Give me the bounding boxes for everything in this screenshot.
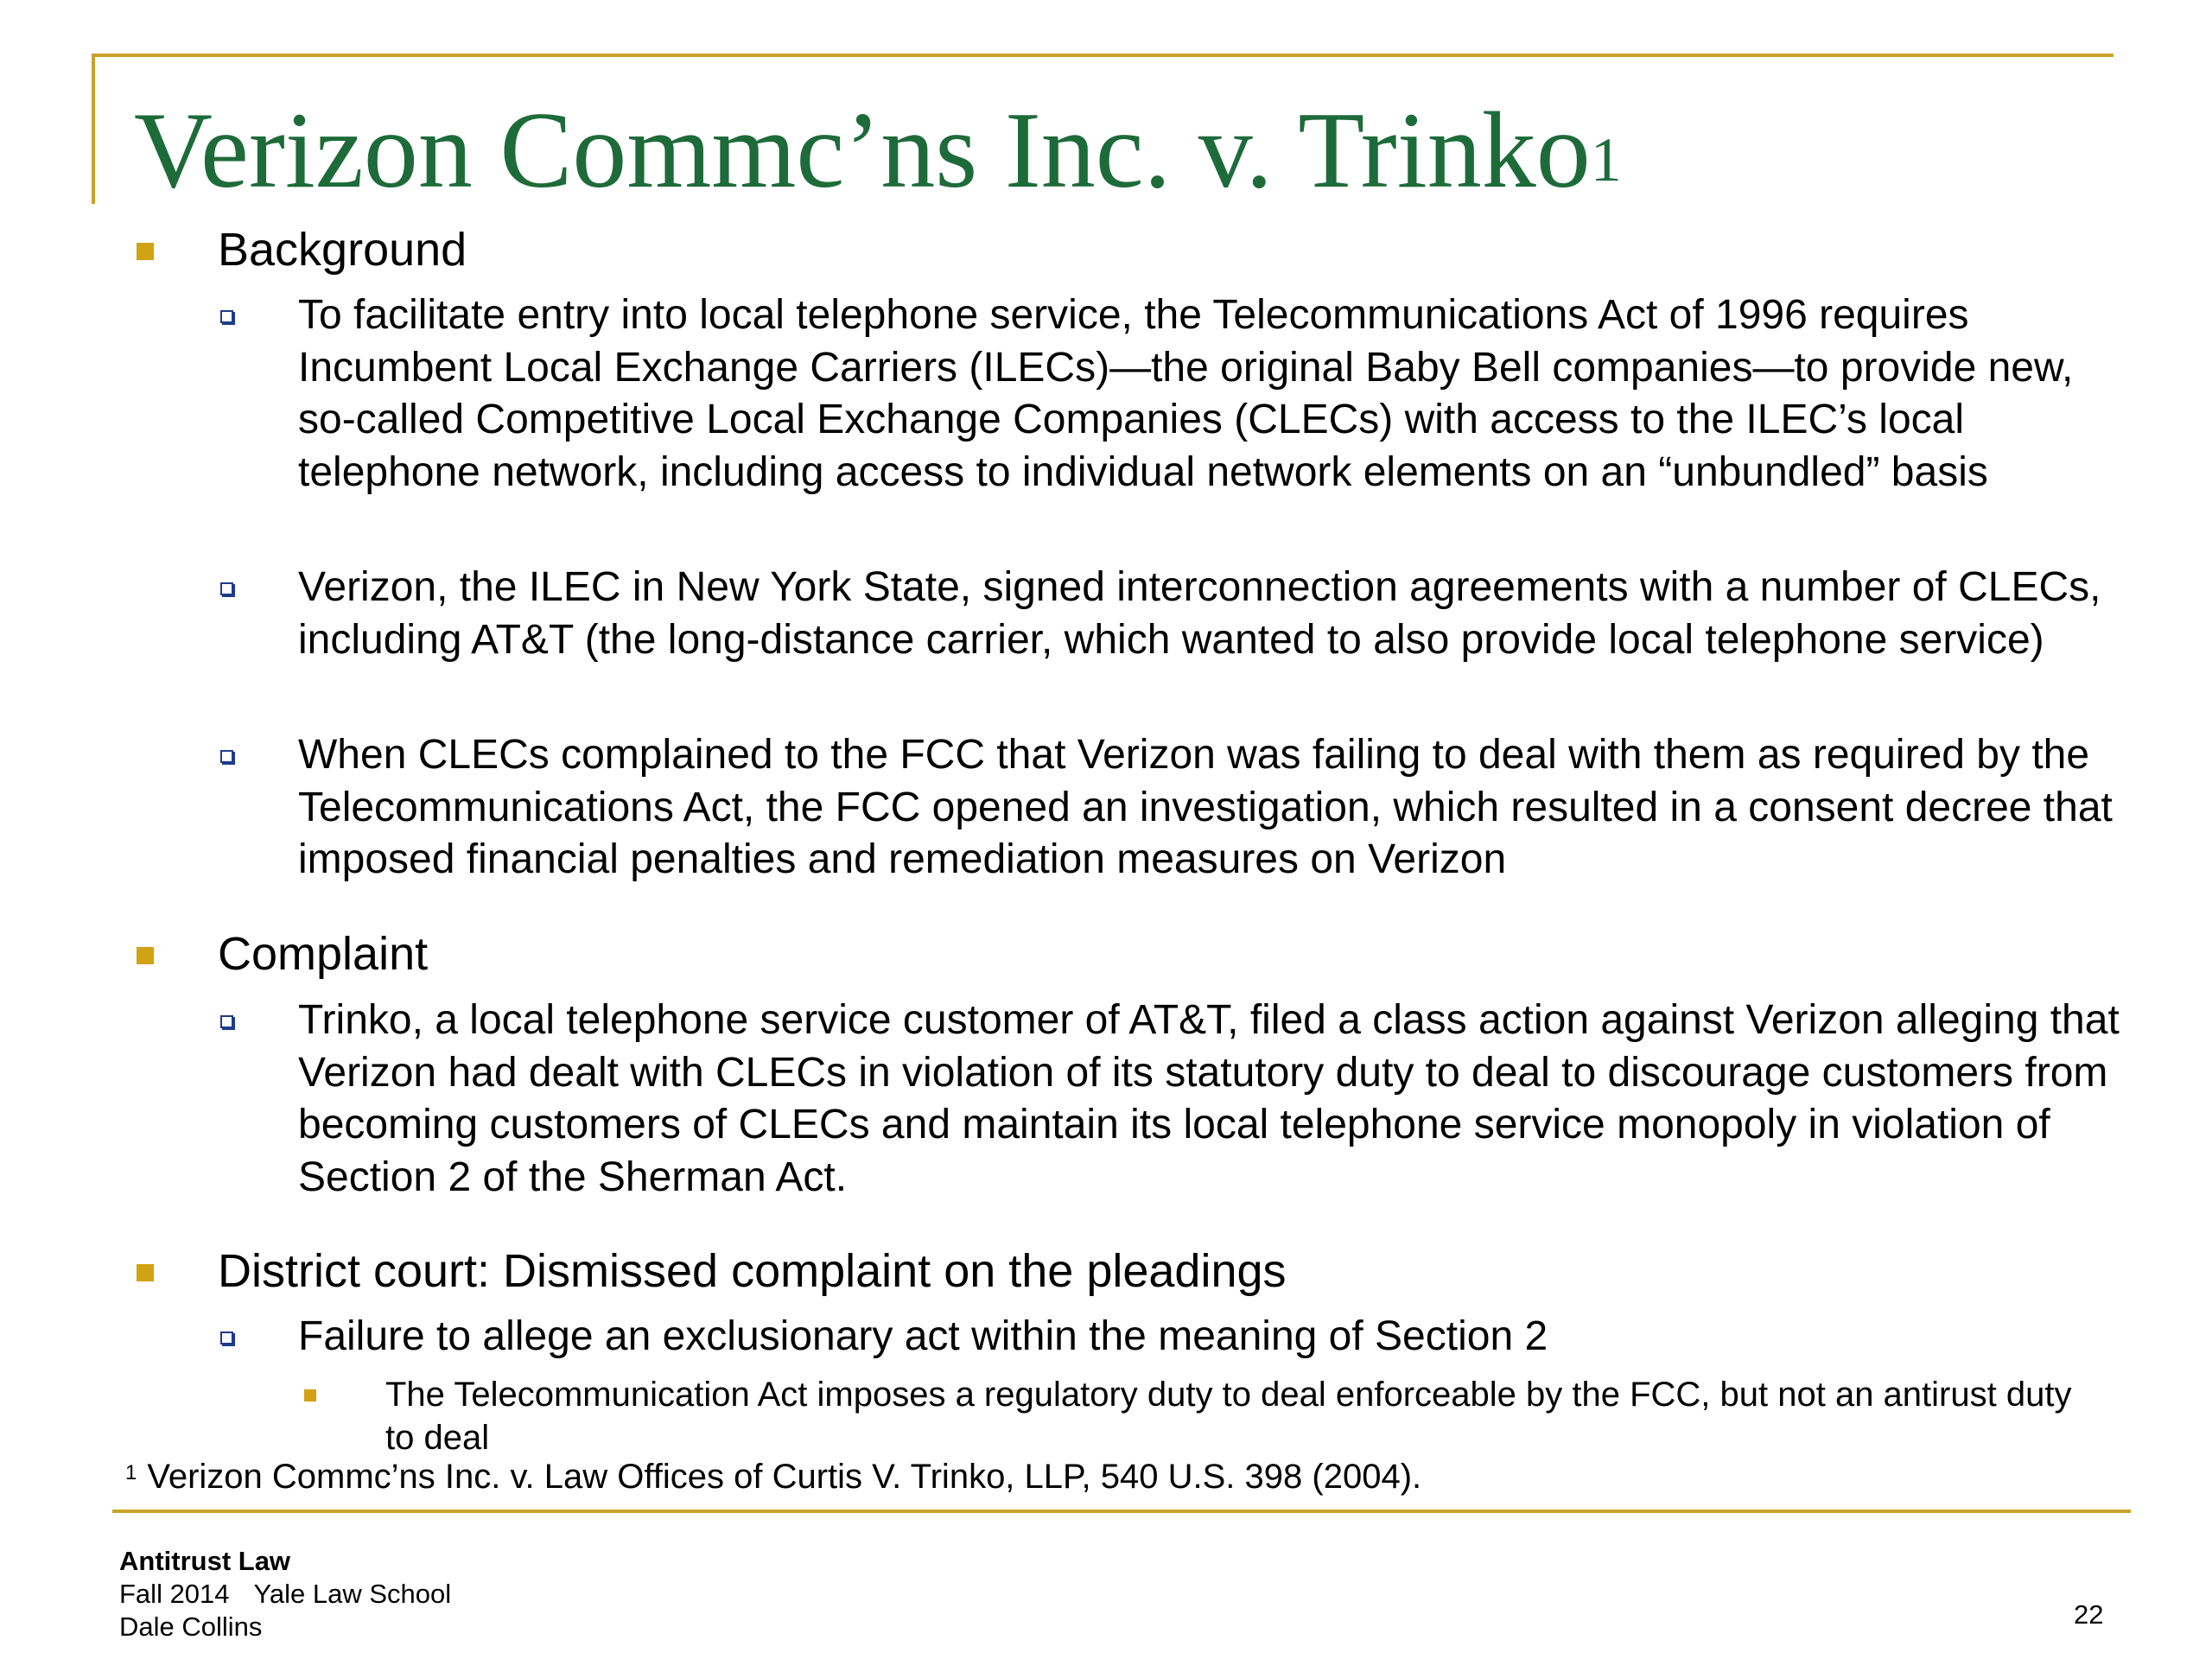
slide-title-text: Verizon Commc’ns Inc. v. Trinko <box>134 91 1591 211</box>
square-bullet-icon <box>137 947 154 964</box>
checkbox-bullet-icon <box>220 1015 233 1028</box>
term-line <box>119 1578 451 1611</box>
footnote-text: Verizon Commc’ns Inc. v. Law Offices of Curtis V. Trinko, LLP, 540 U.S. 398 (2004). <box>147 1458 1422 1496</box>
title-footnote-mark: 1 <box>1590 125 1622 194</box>
square-bullet-icon <box>304 1389 316 1402</box>
page-number: 22 <box>2074 1599 2104 1630</box>
top-rule <box>92 54 2113 57</box>
checkbox-bullet-icon <box>220 1332 233 1344</box>
list-item: Verizon, the ILEC in New York State, signed interconnection agreements with a number of CLECs, including AT&T (the long-distance carrier, which wanted to also provide local telephone service) <box>298 564 2101 663</box>
footer-rule <box>112 1510 2131 1513</box>
footnote <box>125 1455 1421 1498</box>
list-item: Failure to allege an exclusionary act within the meaning of Section 2 <box>298 1313 1548 1359</box>
list-item: Trinko, a local telephone service customer of AT&T, filed a class action against Verizon alleging that Verizon had dealt with CLECs in violation of its statutory duty to deal to discourage customers from becoming customers of CLECs and maintain its local telephone service monopoly in violation of Section 2 of the Sherman Act. <box>298 997 2120 1200</box>
list-item: To facilitate entry into local telephone service, the Telecommunications Act of 1996 requires Incumbent Local Exchange Carriers (ILECs)—the original Baby Bell companies—to provide new, so-called Competitive Local Exchange Companies (CLECs) with access to the ILEC’s local telephone network, including access to individual network elements on an “unbundled” basis <box>298 292 2074 495</box>
left-rule <box>92 54 95 204</box>
slide-title <box>134 86 1622 216</box>
square-bullet-icon <box>137 1264 154 1281</box>
checkbox-bullet-icon <box>220 310 233 323</box>
list-item: When CLECs complained to the FCC that Verizon was failing to deal with them as required by the Telecommunications Act, the FCC opened an investigation, which resulted in a consent decree that imposed financial penalties and remediation measures on Verizon <box>298 732 2113 882</box>
course-name: Antitrust Law <box>119 1546 291 1576</box>
footnote-mark: 1 <box>125 1461 137 1484</box>
section-heading-district-court: District court: Dismissed complaint on the pleadings <box>218 1245 1287 1297</box>
school: Yale Law School <box>253 1579 452 1609</box>
square-bullet-icon <box>137 243 154 260</box>
section-heading-background: Background <box>218 224 467 276</box>
checkbox-bullet-icon <box>220 582 233 595</box>
checkbox-bullet-icon <box>220 750 233 763</box>
section-heading-complaint: Complaint <box>218 928 429 980</box>
instructor: Dale Collins <box>119 1611 263 1642</box>
sub-list-item: The Telecommunication Act imposes a regulatory duty to deal enforceable by the FCC, but not an antirust duty to deal <box>385 1376 2072 1457</box>
footer <box>119 1545 451 1643</box>
term: Fall 2014 <box>119 1579 230 1609</box>
